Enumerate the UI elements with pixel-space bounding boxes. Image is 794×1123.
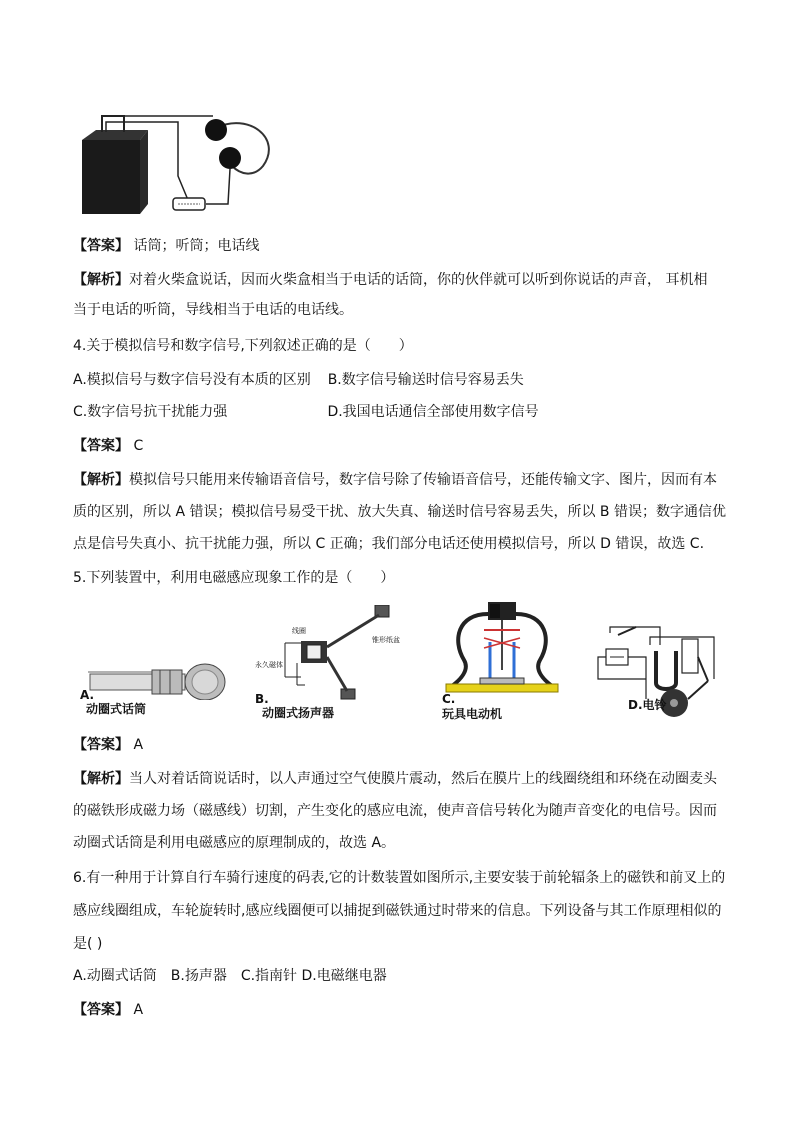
answer-tag: 【答案】 — [73, 1002, 129, 1018]
answer-text: 话筒；听筒；电话线 — [133, 238, 260, 254]
figure-d-label: D.电铃 — [628, 698, 667, 712]
q4-options-row-1 — [73, 370, 733, 390]
matchbox-shape — [82, 140, 140, 214]
analysis-text: 对着火柴盒说话，因而火柴盒相当于电话的话筒，你的伙伴就可以听到你说话的声音， 耳机相 — [129, 272, 708, 288]
earphone-2-shape — [219, 147, 241, 169]
q3-analysis-line-2: 当于电话的听筒，导线相当于电话的电话线。 — [73, 302, 353, 318]
analysis-tag: 【解析】 — [73, 771, 129, 787]
q6-stem-line-2: 感应线圈组成，车轮旋转时,感应线圈便可以捕捉到磁铁通过时带来的信息。下列设备与其工作原理相似的 — [73, 903, 722, 919]
figure-b-label-letter: B. — [255, 692, 269, 706]
q5-stem: 5.下列装置中，利用电磁感应现象工作的是（ ） — [73, 570, 395, 586]
analysis-tag: 【解析】 — [73, 472, 129, 488]
figure-b-speaker — [255, 605, 405, 700]
q4-option-a: A.模拟信号与数字信号没有本质的区别 — [73, 372, 311, 388]
answer-text: A — [133, 737, 144, 753]
q4-answer — [73, 436, 733, 456]
answer-text: C — [133, 438, 144, 454]
q4-options-row-2 — [73, 402, 733, 422]
q4-analysis-line-3: 点是信号失真小、抗干扰能力强，所以 C 正确；我们部分电话还使用模拟信号，所以 D 错误，故选 C. — [73, 536, 705, 552]
speaker-magnet-label: 永久磁体 — [255, 661, 283, 669]
figure-a-label-name: 动圈式话筒 — [86, 702, 147, 716]
q4-option-c: C.数字信号抗干扰能力强 — [73, 404, 228, 420]
q4-option-d: D.我国电话通信全部使用数字信号 — [327, 404, 539, 420]
figure-a-label-letter: A. — [80, 688, 95, 702]
answer-tag: 【答案】 — [73, 238, 129, 254]
q5-analysis-line-3: 动圈式话筒是利用电磁感应的原理制成的，故选 A。 — [73, 835, 396, 851]
q5-answer — [73, 735, 733, 755]
figure-c-label-name: 玩具电动机 — [442, 707, 503, 721]
q6-stem-line-3: 是( ) — [73, 936, 103, 952]
q5-analysis-line-1 — [73, 769, 733, 789]
q3-answer — [73, 236, 733, 256]
q3-analysis-line-1 — [73, 270, 733, 290]
figure-c-motor — [440, 600, 565, 700]
q6-answer — [73, 1000, 733, 1020]
q6-options: A.动圈式话筒 B.扬声器 C.指南针 D.电磁继电器 — [73, 968, 387, 984]
q6-stem-line-1: 6.有一种用于计算自行车骑行速度的码表,它的计数装置如图所示,主要安装于前轮辐条上的磁铁和前叉上的 — [73, 870, 726, 886]
answer-text: A — [133, 1002, 144, 1018]
earphone-1-shape — [205, 119, 227, 141]
figure-b-label-name: 动圈式扬声器 — [262, 706, 335, 720]
figure-c-label-letter: C. — [442, 692, 456, 706]
answer-tag: 【答案】 — [73, 438, 129, 454]
speaker-cone-label: 锥形纸盆 — [372, 636, 400, 644]
q4-analysis-line-2: 质的区别，所以 A 错误；模拟信号易受干扰、放大失真、输送时信号容易丢失，所以 B 错误；数字通信优 — [73, 504, 726, 520]
analysis-tag: 【解析】 — [73, 272, 129, 288]
speaker-coil-label: 线圈 — [292, 627, 306, 635]
matchbox-phone-figure — [78, 108, 278, 218]
analysis-text: 模拟信号只能用来传输语音信号，数字信号除了传输语音信号，还能传输文字、图片，因而有本 — [129, 472, 717, 488]
q4-option-b: B.数字信号输送时信号容易丢失 — [327, 372, 524, 388]
analysis-text: 当人对着话筒说话时，以人声通过空气使膜片震动，然后在膜片上的线圈绕组和环绕在动圈麦头 — [129, 771, 717, 787]
q5-analysis-line-2: 的磁铁形成磁力场（磁感线）切割，产生变化的感应电流，使声音信号转化为随声音变化的电信号。因而 — [73, 803, 717, 819]
q4-stem: 4.关于模拟信号和数字信号,下列叙述正确的是（ ） — [73, 338, 413, 354]
q4-analysis-line-1 — [73, 470, 733, 490]
figure-a-microphone — [80, 650, 245, 700]
answer-tag: 【答案】 — [73, 737, 129, 753]
